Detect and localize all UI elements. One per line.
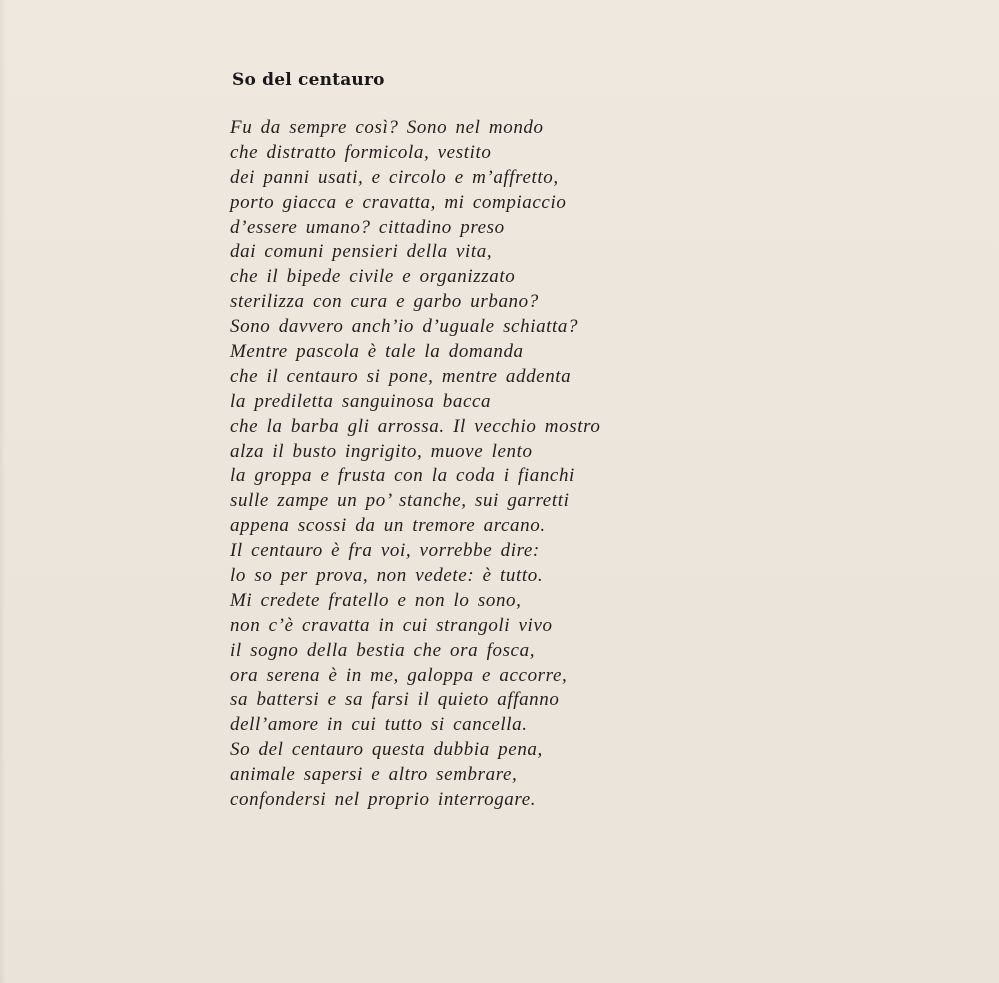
poem-line: la prediletta sanguinosa bacca (230, 390, 492, 412)
poem-line: alza il busto ingrigito, muove lento (230, 440, 533, 462)
poem-line: d’essere umano? cittadino preso (230, 216, 505, 238)
poem-line: dai comuni pensieri della vita, (230, 241, 493, 263)
poem-line: dell’amore in cui tutto si cancella. (230, 714, 528, 736)
poem-line: confondersi nel proprio interrogare. (230, 789, 537, 811)
poem-title: So del centauro (232, 70, 385, 90)
poem-line: ora serena è in me, galoppa e accorre, (230, 664, 568, 686)
poem-line: porto giacca e cravatta, mi compiaccio (230, 191, 567, 213)
poem-line: sa battersi e sa farsi il quieto affanno (230, 689, 560, 711)
poem-line: sulle zampe un po’ stanche, sui garretti (230, 490, 570, 512)
poem-line: lo so per prova, non vedete: è tutto. (230, 565, 544, 587)
poem-line: Il centauro è fra voi, vorrebbe dire: (230, 540, 540, 562)
poem-line: sterilizza con cura e garbo urbano? (230, 291, 539, 313)
poem-line: Mi credete fratello e non lo sono, (230, 589, 522, 611)
poem-line: animale sapersi e altro sembrare, (230, 764, 518, 786)
poem-line: Fu da sempre così? Sono nel mondo (230, 117, 544, 138)
poem-line: non c’è cravatta in cui strangoli vivo (230, 614, 553, 636)
poem-line: Sono davvero anch’io d’uguale schiatta? (230, 316, 579, 338)
poem-line: che distratto formicola, vestito (230, 141, 492, 163)
poem-line: appena scossi da un tremore arcano. (230, 515, 546, 537)
poem-body (230, 116, 600, 813)
poem-line: il sogno della bestia che ora fosca, (230, 639, 536, 661)
poem-line: che il centauro si pone, mentre addenta (230, 365, 572, 387)
poem-line: che la barba gli arrossa. Il vecchio mostro (230, 415, 601, 437)
poem-line: dei panni usati, e circolo e m’affretto, (230, 166, 559, 188)
poem-line: So del centauro questa dubbia pena, (230, 739, 543, 761)
page-edge-shadow (0, 0, 6, 983)
poem-line: Mentre pascola è tale la domanda (230, 341, 524, 363)
poem-line: la groppa e frusta con la coda i fianchi (230, 465, 575, 487)
poem-line: che il bipede civile e organizzato (230, 266, 516, 288)
